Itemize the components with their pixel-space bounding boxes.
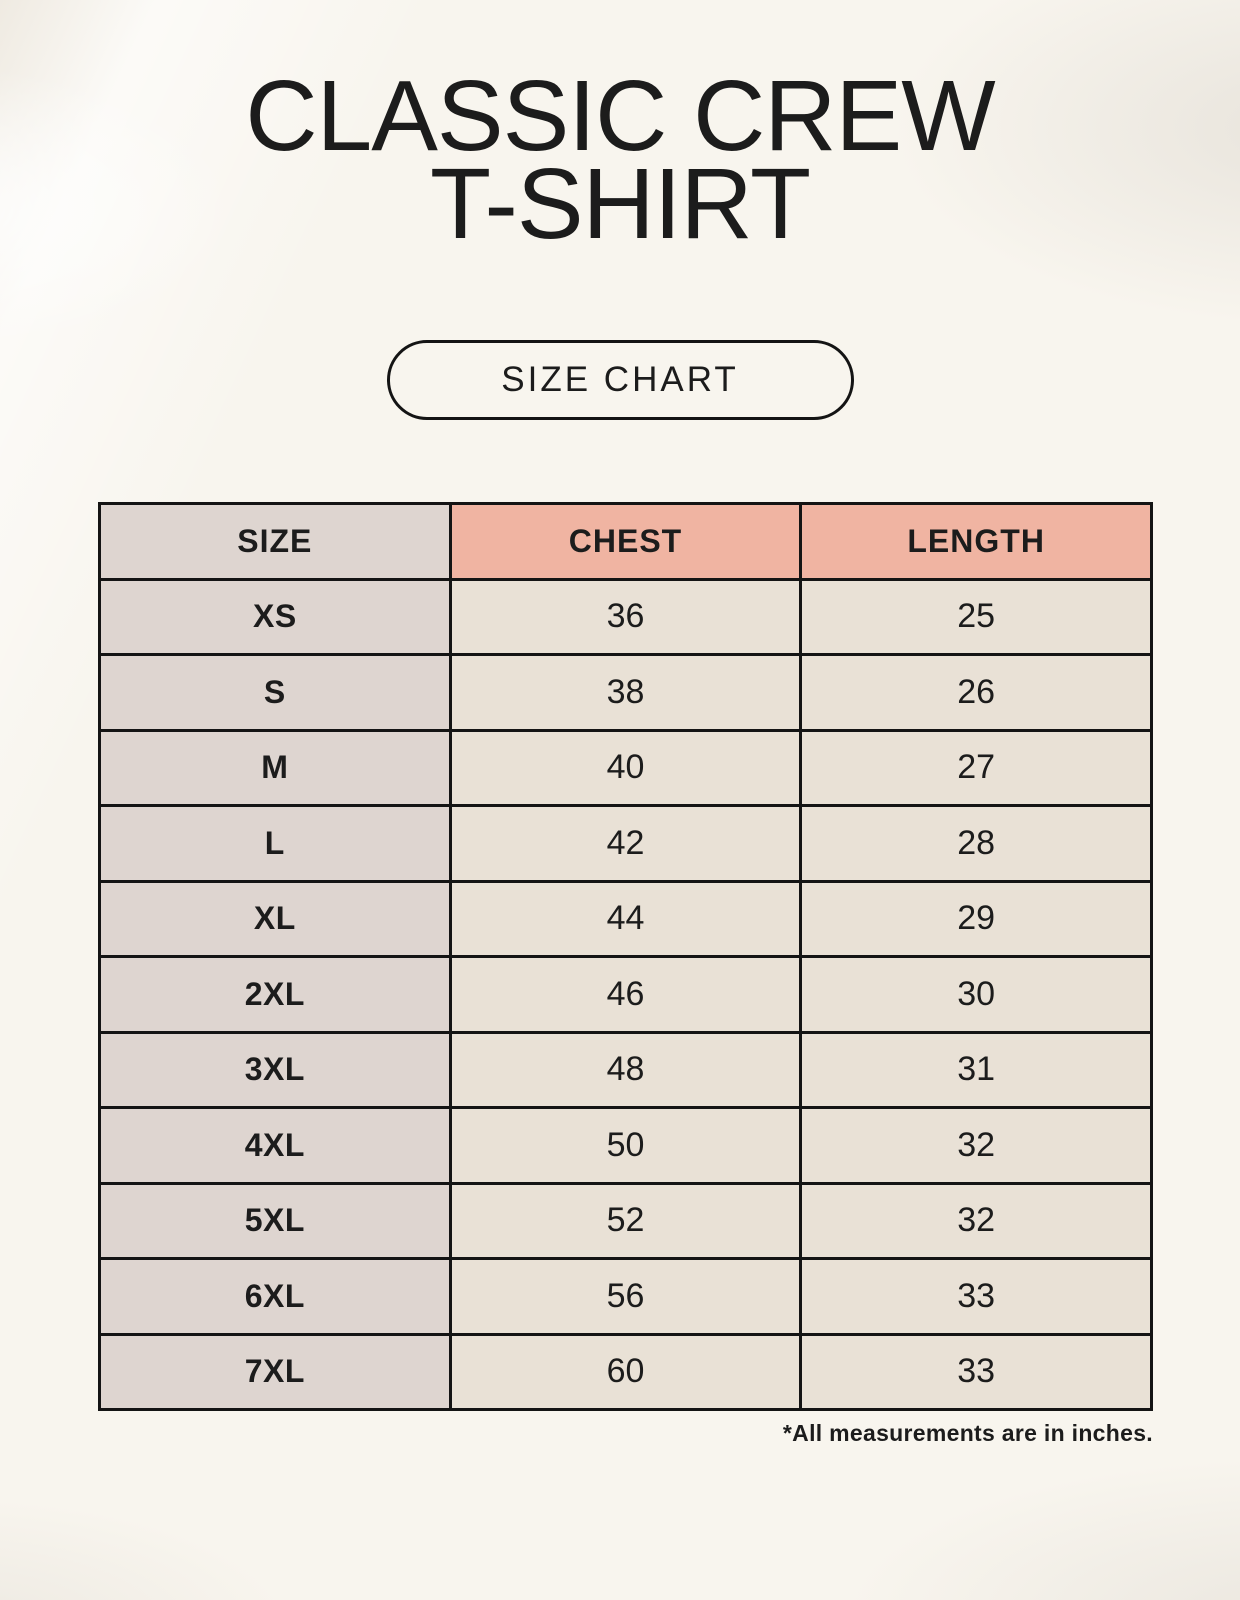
page-title	[0, 0, 1240, 260]
table-row	[100, 1183, 1152, 1259]
size-label-cell: M	[100, 730, 451, 806]
length-value-cell: 30	[801, 957, 1152, 1033]
table-row	[100, 730, 1152, 806]
size-label-cell: 6XL	[100, 1259, 451, 1335]
column-header-size: SIZE	[100, 504, 451, 580]
measurements-footnote: *All measurements are in inches.	[782, 1420, 1153, 1446]
length-value-cell: 27	[801, 730, 1152, 806]
size-table-body	[100, 579, 1152, 1410]
chest-value-cell: 40	[450, 730, 801, 806]
table-row	[100, 655, 1152, 731]
chest-value-cell: 50	[450, 1108, 801, 1184]
table-row	[100, 1334, 1152, 1410]
size-label-cell: 5XL	[100, 1183, 451, 1259]
size-chart-badge-label: SIZE CHART	[501, 360, 739, 399]
length-value-cell: 31	[801, 1032, 1152, 1108]
length-value-cell: 32	[801, 1183, 1152, 1259]
size-table-area	[98, 502, 1153, 1447]
length-value-cell: 28	[801, 806, 1152, 882]
size-label-cell: 3XL	[100, 1032, 451, 1108]
table-row	[100, 1259, 1152, 1335]
table-row	[100, 1108, 1152, 1184]
chest-value-cell: 44	[450, 881, 801, 957]
size-label-cell: XL	[100, 881, 451, 957]
size-table	[98, 502, 1153, 1411]
page-title-line-1: CLASSIC CREW	[245, 60, 995, 172]
size-label-cell: S	[100, 655, 451, 731]
table-row	[100, 579, 1152, 655]
size-chart-badge	[387, 340, 854, 420]
length-value-cell: 26	[801, 655, 1152, 731]
table-row	[100, 1032, 1152, 1108]
chest-value-cell: 48	[450, 1032, 801, 1108]
size-label-cell: 2XL	[100, 957, 451, 1033]
table-row	[100, 881, 1152, 957]
page-title-line-2: T-SHIRT	[429, 148, 811, 260]
size-label-cell: L	[100, 806, 451, 882]
column-header-length: LENGTH	[801, 504, 1152, 580]
table-header-row	[100, 504, 1152, 580]
chest-value-cell: 60	[450, 1334, 801, 1410]
length-value-cell: 29	[801, 881, 1152, 957]
chest-value-cell: 52	[450, 1183, 801, 1259]
length-value-cell: 33	[801, 1334, 1152, 1410]
chest-value-cell: 42	[450, 806, 801, 882]
length-value-cell: 33	[801, 1259, 1152, 1335]
size-label-cell: 4XL	[100, 1108, 451, 1184]
chest-value-cell: 46	[450, 957, 801, 1033]
chest-value-cell: 36	[450, 579, 801, 655]
chest-value-cell: 56	[450, 1259, 801, 1335]
size-label-cell: XS	[100, 579, 451, 655]
table-row	[100, 957, 1152, 1033]
chest-value-cell: 38	[450, 655, 801, 731]
length-value-cell: 32	[801, 1108, 1152, 1184]
length-value-cell: 25	[801, 579, 1152, 655]
size-label-cell: 7XL	[100, 1334, 451, 1410]
table-row	[100, 806, 1152, 882]
column-header-chest: CHEST	[450, 504, 801, 580]
